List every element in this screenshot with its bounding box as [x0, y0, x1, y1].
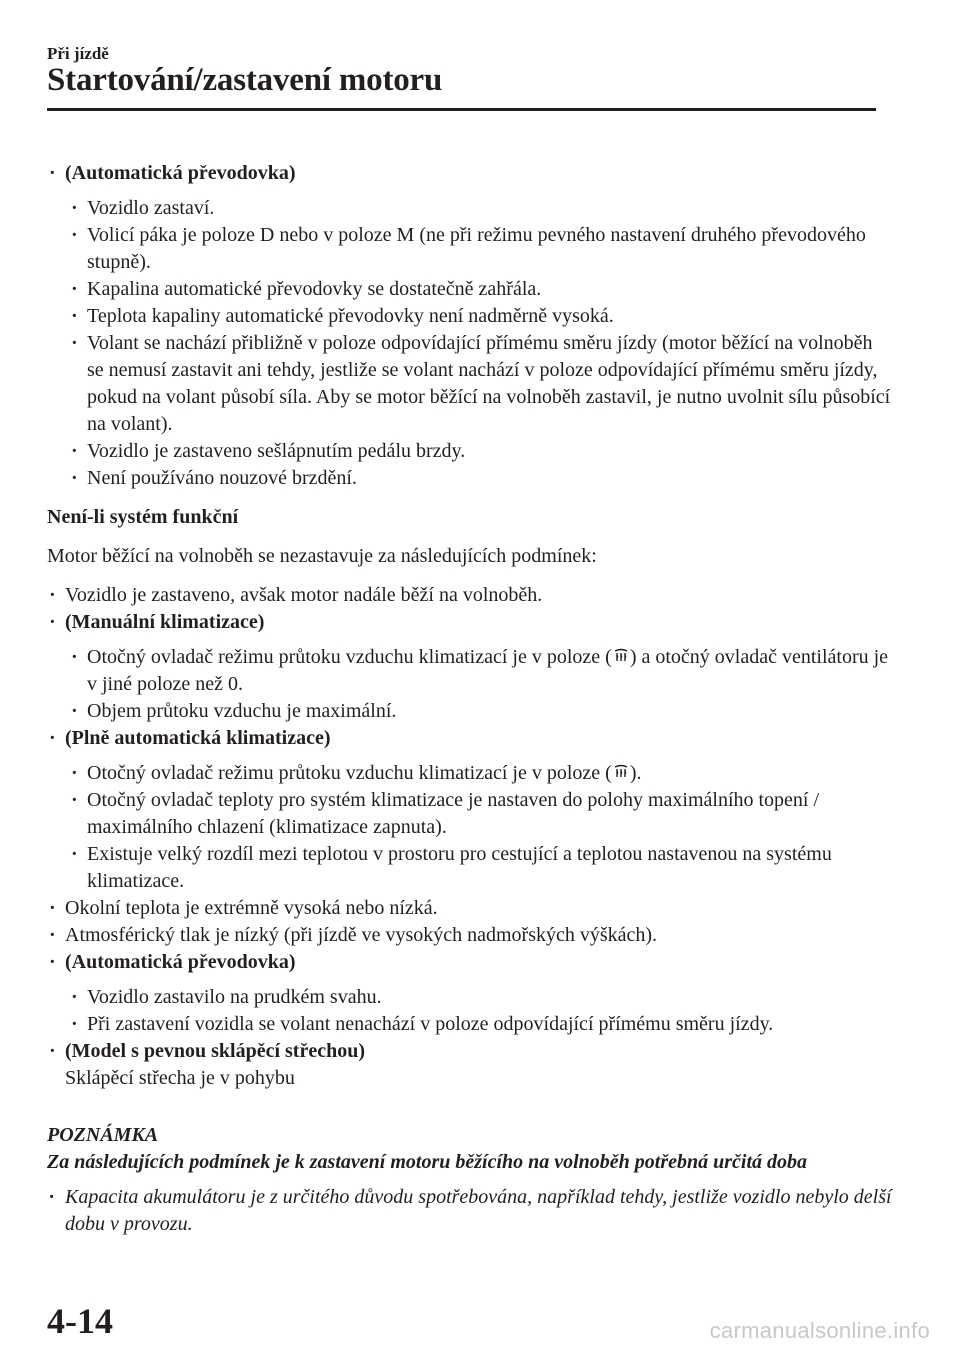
list-item: · Teplota kapaliny automatické převodovky není nadměrně vysoká. — [47, 303, 892, 330]
list-item-text: Otočný ovladač režimu průtoku vzduchu klimatizací je v poloze ( — [87, 762, 612, 784]
group-label-auto-ac: · (Plně automatická klimatizace) — [47, 725, 892, 752]
list-item: · Při zastavení vozidla se volant nenachází v poloze odpovídající přímému směru jízdy. — [47, 1011, 892, 1038]
header-divider — [47, 108, 876, 111]
list-item: · Vozidlo je zastaveno, avšak motor nadále běží na volnoběh. — [47, 582, 892, 609]
list-item: · Atmosférický tlak je nízký (při jízdě ve vysokých nadmořských výškách). — [47, 922, 892, 949]
list-item — [47, 760, 892, 787]
intro-text: Motor běžící na volnoběh se nezastavuje za následujících podmínek: — [47, 545, 597, 567]
group-label-automatic-2: · (Automatická převodovka) — [47, 949, 892, 976]
group-label-manual-ac: · (Manuální klimatizace) — [47, 609, 892, 636]
list-item: · Okolní teplota je extrémně vysoká nebo nízká. — [47, 895, 892, 922]
watermark: carmanualsonline.info — [709, 1318, 930, 1343]
note-heading: POZNÁMKA — [47, 1124, 159, 1146]
list-item: · Není používáno nouzové brzdění. — [47, 465, 892, 492]
list-item-text: ). — [629, 762, 642, 784]
list-item-text: ) a otočný ovladač ventilátoru je v jiné poloze než 0. — [87, 646, 889, 695]
note-text: Za následujících podmínek je k zastavení motoru běžícího na volnoběh potřebná určitá doba — [47, 1151, 808, 1173]
list-item: · Existuje velký rozdíl mezi teplotou v prostoru pro cestující a teplotou nastavenou na systému klimatizace. — [47, 841, 892, 895]
roof-text: Sklápěcí střecha je v pohybu — [65, 1067, 295, 1089]
list-item: · Kapalina automatické převodovky se dostatečně zahřála. — [47, 276, 892, 303]
section-heading: Není-li systém funkční — [47, 506, 239, 528]
list-item: · Vozidlo zastaví. — [47, 195, 892, 222]
list-item-text: Otočný ovladač režimu průtoku vzduchu klimatizací je v poloze ( — [87, 646, 612, 668]
section-label: Při jízdě — [47, 44, 109, 63]
page-number: 4-14 — [47, 1301, 113, 1341]
list-item: · Otočný ovladač teploty pro systém klimatizace je nastaven do polohy maximálního topení / maximálního chlazení (klimatizace zapnuta). — [47, 787, 892, 841]
list-item: · Vozidlo zastavilo na prudkém svahu. — [47, 984, 892, 1011]
list-item: · Volant se nachází přibližně v poloze odpovídající přímému směru jízdy (motor běžící na volnoběh se nemusí zastavit ani tehdy, jestliže se volant nachází v poloze odpovídající přímému směru jízdy, pokud na volant působí síla. Aby se motor běžící na volnoběh zastavil, je nutno uvolnit sílu působící na volant). — [47, 330, 892, 438]
list-item — [47, 644, 892, 698]
group-label-automatic-1: · (Automatická převodovka) — [47, 160, 892, 187]
list-item: · Vozidlo je zastaveno sešlápnutím pedálu brzdy. — [47, 438, 892, 465]
list-item: · Volicí páka je poloze D nebo v poloze M (ne při režimu pevného nastavení druhého převodového stupně). — [47, 222, 892, 276]
windshield-defrost-icon — [612, 647, 630, 665]
main-content — [47, 160, 892, 1238]
list-item: · Objem průtoku vzduchu je maximální. — [47, 698, 892, 725]
page-title: Startování/zastavení motoru — [47, 62, 443, 98]
note-list-item: · Kapacita akumulátoru je z určitého důvodu spotřebována, například tehdy, jestliže vozidlo nebylo delší dobu v provozu. — [47, 1184, 892, 1238]
windshield-defrost-icon — [612, 763, 630, 781]
group-label-roof: · (Model s pevnou sklápěcí střechou) — [47, 1038, 892, 1065]
